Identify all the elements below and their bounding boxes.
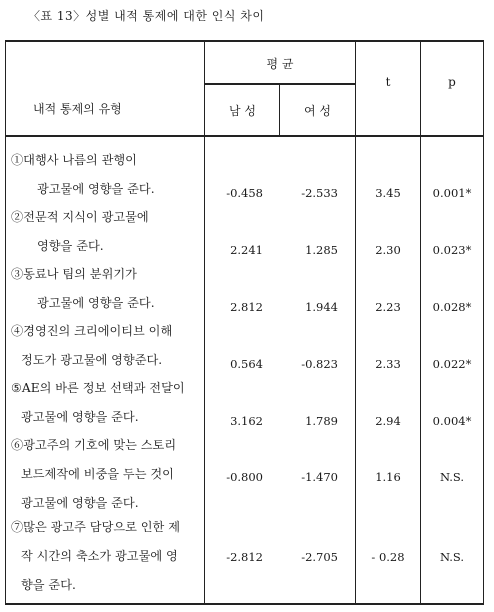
row-1-female: -2.533 [301, 186, 338, 200]
row-3-line-2: 광고물에 영향을 준다. [37, 296, 155, 311]
row-6-male: -0.800 [226, 470, 263, 484]
header-bottom-rule [5, 135, 484, 137]
table-caption: 〈표 13〉성별 내적 통제에 대한 인식 차이 [28, 9, 265, 23]
row-2-line-2: 영향을 준다. [37, 239, 104, 254]
row-4-male: 0.564 [230, 357, 263, 371]
header-t: t [385, 75, 391, 89]
row-5-t: 2.94 [375, 414, 401, 428]
row-3-male: 2.812 [230, 300, 263, 314]
col-divider-p [420, 40, 421, 605]
row-6-line-2: 보드제작에 비중을 두는 것이 [21, 467, 174, 482]
row-3-label [11, 260, 155, 318]
row-2-male: 2.241 [230, 243, 263, 257]
row-3-p: 0.028* [432, 300, 472, 314]
row-4-line-2: 정도가 광고물에 영향준다. [21, 353, 163, 368]
table-bottom-border [5, 603, 484, 605]
header-mean: 평 균 [266, 57, 294, 71]
row-4-t: 2.33 [375, 357, 401, 371]
row-5-male: 3.162 [230, 414, 263, 428]
data-table [5, 40, 484, 605]
row-5-line-1: ⑤AE의 바른 정보 선택과 전달이 [11, 381, 185, 395]
row-7-line-1: ⑦많은 광고주 담당으로 인한 제 [11, 520, 180, 534]
row-4-line-1: ④경영진의 크리에이티브 이해 [11, 324, 173, 338]
row-4-p: 0.022* [432, 357, 472, 371]
row-5-female: 1.789 [305, 414, 338, 428]
row-2-line-1: ②전문적 지식이 광고물에 [11, 210, 149, 224]
row-3-t: 2.23 [375, 300, 401, 314]
row-6-p: N.S. [439, 470, 465, 484]
table-right-border [483, 40, 484, 605]
row-6-t: 1.16 [375, 470, 401, 484]
row-2-p: 0.023* [432, 243, 472, 257]
row-3-female: 1.944 [305, 300, 338, 314]
table-left-border [5, 40, 6, 605]
row-6-label [11, 431, 176, 519]
row-5-label [11, 374, 185, 432]
row-6-female: -1.470 [301, 470, 338, 484]
row-7-p: N.S. [439, 550, 465, 564]
header-p: p [448, 75, 456, 89]
row-1-male: -0.458 [226, 186, 263, 200]
row-7-line-3: 향을 준다. [21, 578, 76, 593]
row-1-label [11, 146, 155, 204]
row-7-line-2: 작 시간의 축소가 광고물에 영 [21, 549, 178, 564]
header-female: 여 성 [304, 104, 331, 118]
row-7-female: -2.705 [301, 550, 338, 564]
row-1-t: 3.45 [375, 186, 401, 200]
row-5-line-2: 광고물에 영향을 준다. [21, 410, 139, 425]
row-1-line-2: 광고물에 영향을 준다. [37, 182, 155, 197]
row-5-p: 0.004* [432, 414, 472, 428]
row-1-p: 0.001* [432, 186, 472, 200]
row-2-label [11, 203, 149, 261]
row-7-t: - 0.28 [371, 550, 405, 564]
col-divider-mean [204, 40, 205, 605]
row-7-label [11, 513, 180, 601]
row-7-male: -2.812 [226, 550, 263, 564]
header-type: 내적 통제의 유형 [33, 102, 122, 116]
row-2-female: 1.285 [305, 243, 338, 257]
row-1-line-1: ①대행사 나름의 관행이 [11, 153, 137, 167]
row-4-label [11, 317, 172, 375]
row-4-female: -0.823 [301, 357, 338, 371]
header-male: 남 성 [229, 104, 256, 118]
row-6-line-3: 광고물에 영향을 준다. [21, 496, 139, 511]
row-3-line-1: ③동료나 팀의 분위기가 [11, 267, 137, 281]
row-2-t: 2.30 [375, 243, 401, 257]
row-6-line-1: ⑥광고주의 기호에 맞는 스토리 [11, 438, 177, 452]
table-top-border [5, 40, 484, 42]
col-divider-t [355, 40, 356, 605]
